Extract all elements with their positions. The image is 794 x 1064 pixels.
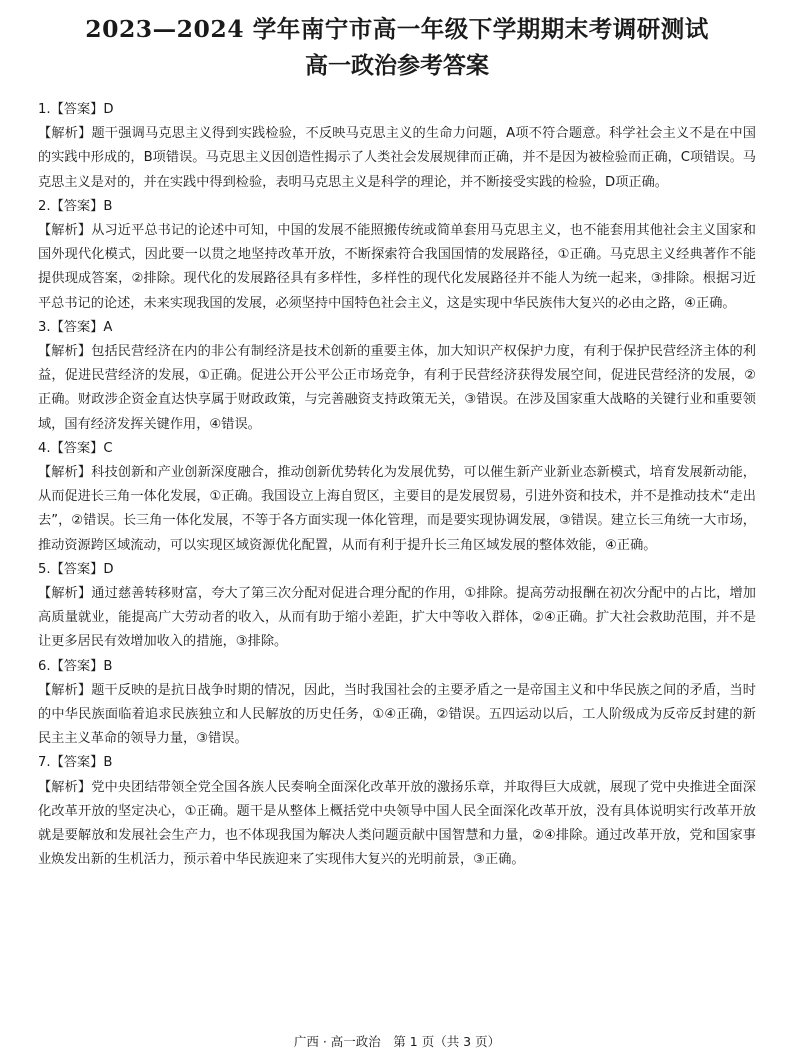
explanation-paragraph: 【解析】党中央团结带领全党全国各族人民奏响全面深化改革开放的激扬乐章，并取得巨大成就，展现了党中央推进全面深化改革开放的坚定决心，①正确。题干是从整体上概括党中央领导中国人民全面深化改革开放，没有具体说明实行改革开放就是要解放和发展社会生产力，也不体现我国为解决人类问题贡献中国智慧和力量，②④排除。通过改革开放，党和国家事业焕发出新的生机活力，预示着中华民族迎来了实现伟大复兴的光明前景，③正确。 bbox=[38, 779, 756, 868]
question-1 bbox=[38, 98, 756, 195]
page-title: 2023—2024 学年南宁市高一年级下学期期末考调研测试 bbox=[85, 15, 709, 43]
answer-line: 4.【答案】C bbox=[38, 440, 113, 456]
explanation-paragraph: 【解析】题干反映的是抗日战争时期的情况，因此，当时我国社会的主要矛盾之一是帝国主义和中华民族之间的矛盾，当时的中华民族面临着追求民族独立和人民解放的历史任务，①④正确，②错误。五四运动以后，工人阶级成为反帝反封建的新民主主义革命的领导力量，③错误。 bbox=[38, 682, 756, 747]
question-5 bbox=[38, 558, 756, 655]
answer-line: 2.【答案】B bbox=[38, 198, 113, 214]
page-subtitle: 高一政治参考答案 bbox=[305, 52, 489, 79]
answer-line: 7.【答案】B bbox=[38, 755, 113, 771]
answer-line: 1.【答案】D bbox=[38, 102, 114, 117]
answer-line: 6.【答案】B bbox=[38, 658, 113, 674]
explanation-paragraph: 【解析】通过慈善转移财富，夸大了第三次分配对促进合理分配的作用，①排除。提高劳动报酬在初次分配中的占比，增加高质量就业，能提高广大劳动者的收入，从而有助于缩小差距，扩大中等收入群体，②④正确。扩大社会救助范围，并不是让更多居民有效增加收入的措施，③排除。 bbox=[38, 586, 756, 650]
question-6 bbox=[38, 655, 756, 752]
question-7 bbox=[38, 751, 756, 872]
question-3 bbox=[38, 316, 756, 437]
question-4 bbox=[38, 437, 756, 558]
explanation-paragraph: 【解析】科技创新和产业创新深度融合，推动创新优势转化为发展优势，可以催生新产业新业态新模式，培育发展新动能，从而促进长三角一体化发展，①正确。我国设立上海自贸区，主要目的是发展贸易，引进外资和技术，并不是推动技术“走出去”，②错误。长三角一体化发展，不等于各方面实现一体化管理，而是要实现协调发展，③错误。建立长三角统一大市场，推动资源跨区域流动，可以实现区域资源优化配置，从而有利于提升长三角区域发展的整体效能，④正确。 bbox=[38, 465, 756, 553]
question-2 bbox=[38, 195, 756, 316]
explanation-paragraph: 【解析】题干强调马克思主义得到实践检验，不反映马克思主义的生命力问题，A项不符合题意。科学社会主义不是在中国的实践中形成的，B项错误。马克思主义因创造性揭示了人类社会发展规律而正确，并不是因为被检验而正确，C项错误。马克思主义是对的，并在实践中得到检验，表明马克思主义是科学的理论，并不断接受实践的检验，D项正确。 bbox=[38, 126, 756, 190]
answer-line: 5.【答案】D bbox=[38, 561, 114, 577]
explanation-paragraph: 【解析】包括民营经济在内的非公有制经济是技术创新的重要主体，加大知识产权保护力度，有利于保护民营经济主体的利益，促进民营经济的发展，①正确。促进公开公平公正市场竞争，有利于民营经济获得发展空间，促进民营经济的发展，②正确。财政涉企资金直达快享属于财政政策，与完善融资支持政策无关，③错误。在涉及国家重大战略的关键行业和重要领域，国有经济发挥关键作用，④错误。 bbox=[38, 344, 756, 432]
answer-line: 3.【答案】A bbox=[38, 319, 113, 335]
page-footer: 广西 · 高一政治 第 1 页（共 3 页） bbox=[293, 1034, 501, 1049]
explanation-paragraph: 【解析】从习近平总书记的论述中可知，中国的发展不能照搬传统或简单套用马克思主义，也不能套用其他社会主义国家和国外现代化模式，因此要一以贯之地坚持改革开放，不断探索符合我国国情的发展路径，①正确。马克思主义经典著作不能提供现成答案，②排除。现代化的发展路径具有多样性，多样性的现代化发展路径并不能人为统一起来，③排除。根据习近平总书记的论述，未来实现我国的发展，必须坚持中国特色社会主义，这是实现中华民族伟大复兴的必由之路，④正确。 bbox=[38, 223, 756, 311]
